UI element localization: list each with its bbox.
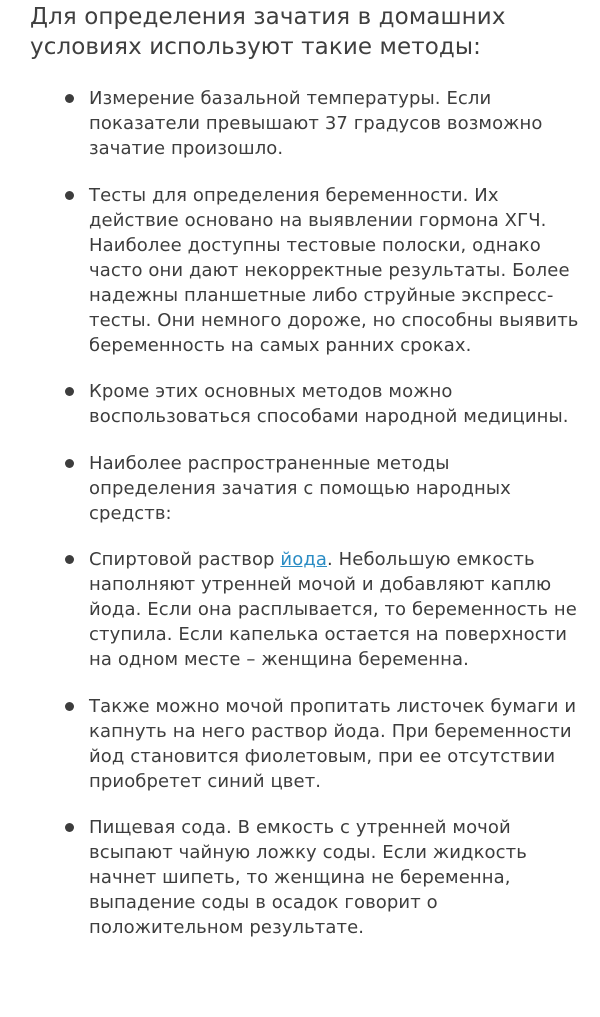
- bullet-icon: [65, 702, 74, 711]
- list-item-text: Пищевая сода. В емкость с утренней мочой всыпают чайную ложку соды. Если жидкость начнет шипеть, то женщина не беременна, выпадение соды в осадок говорит о положительном результате.: [89, 817, 527, 938]
- list-item-text-before-link: Спиртовой раствор: [89, 549, 281, 570]
- bullet-icon: [65, 823, 74, 832]
- list-item-iodine-paper: [0, 694, 600, 794]
- list-item-text: Тесты для определения беременности. Их действие основано на выявлении гормона ХГЧ. Наиболее доступны тестовые полоски, однако часто они дают некорректные результаты. Более надежны планшетные либо струйные экспресс-тесты. Они немного дороже, но способны выявить беременность на самых ранних сроках.: [89, 184, 579, 356]
- list-item-text: Наиболее распространенные методы определения зачатия с помощью народных средств:: [89, 452, 511, 524]
- list-item-text-after-link: . Небольшую емкость наполняют утренней мочой и добавляют каплю йода. Если она расплывается, то беременность не ступила. Если капелька остается на поверхности на одном месте – женщина беременна.: [89, 549, 577, 670]
- list-item-text: Измерение базальной температуры. Если показатели превышают 37 градусов возможно зачатие произошло.: [89, 88, 543, 159]
- list-item-folk-methods-intro: [0, 451, 600, 526]
- list-item-text: Также можно мочой пропитать листочек бумаги и капнуть на него раствор йода. При беременности йод становится фиолетовым, при ее отсутствии приобретет синий цвет.: [89, 695, 577, 792]
- bullet-icon: [65, 94, 74, 103]
- list-item-iodine-solution: [0, 547, 600, 672]
- bullet-icon: [65, 459, 74, 468]
- bullet-icon: [65, 191, 74, 200]
- list-item-pregnancy-tests: [0, 183, 600, 358]
- list-item-text: Кроме этих основных методов можно воспользоваться способами народной медицины.: [89, 381, 569, 427]
- section-heading: Для определения зачатия в домашних условиях используют такие методы:: [30, 4, 506, 60]
- methods-list: [0, 86, 600, 962]
- list-item-baking-soda: [0, 815, 600, 940]
- list-item-basal-temperature: [0, 86, 600, 161]
- list-item-folk-medicine: [0, 379, 600, 429]
- bullet-icon: [65, 555, 74, 564]
- iodine-link[interactable]: йода: [280, 549, 328, 570]
- bullet-icon: [65, 387, 74, 396]
